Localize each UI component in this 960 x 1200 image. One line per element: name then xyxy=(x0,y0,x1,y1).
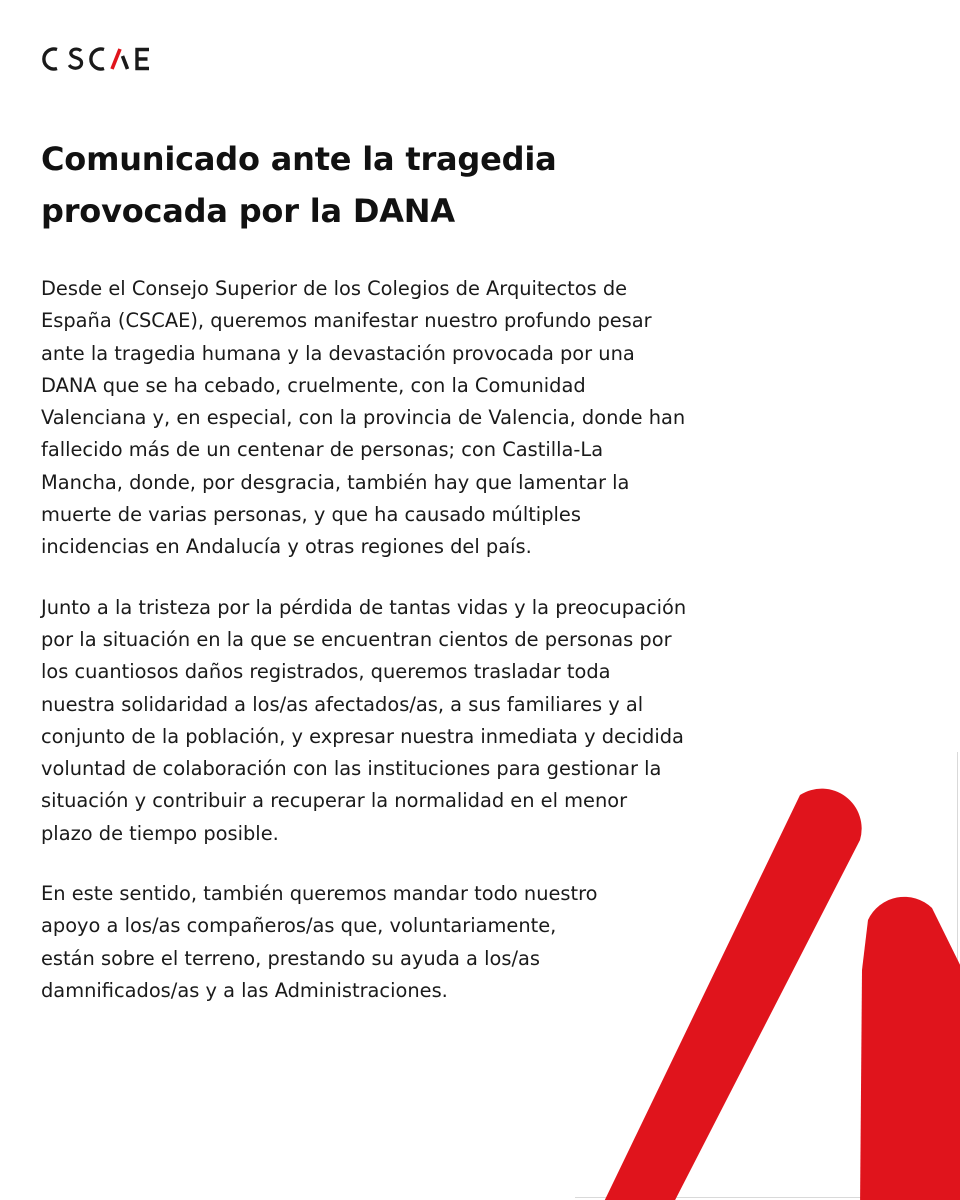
cscae-a-mark-icon xyxy=(560,740,960,1200)
text-line: apoyo a los/as compañeros/as que, voluntariamente, xyxy=(41,914,557,938)
text-line: ante la tragedia humana y la devastación provocada por una xyxy=(41,341,635,365)
text-line: voluntad de colaboración con las instituciones para gestionar la xyxy=(41,757,662,781)
text-line: situación y contribuir a recuperar la normalidad en el menor xyxy=(41,789,628,813)
text-line: fallecido más de un centenar de personas; con Castilla-La xyxy=(41,438,604,462)
text-line: por la situación en la que se encuentran cientos de personas por xyxy=(41,627,672,651)
text-line: damnificados/as y a las Administraciones. xyxy=(41,978,448,1002)
text-line: Mancha, donde, por desgracia, también hay que lamentar la xyxy=(41,470,630,494)
text-line: plazo de tiempo posible. xyxy=(41,821,279,845)
text-line: Desde el Consejo Superior de los Colegios de Arquitectos de xyxy=(41,277,628,300)
text-line: incidencias en Andalucía y otras regiones del país. xyxy=(41,535,532,559)
text-line: En este sentido, también queremos mandar todo nuestro xyxy=(41,882,598,906)
a-mark-left-stroke xyxy=(600,789,862,1200)
a-mark-right-stroke xyxy=(860,897,960,1200)
text-line: los cuantiosos daños registrados, queremos trasladar toda xyxy=(41,660,611,684)
cscae-logo-icon xyxy=(40,44,164,74)
text-line: están sobre el terreno, prestando su ayuda a los/as xyxy=(41,946,540,970)
text-line: Junto a la tristeza por la pérdida de tantas vidas y la preocupación xyxy=(41,595,687,619)
text-line: DANA que se ha cebado, cruelmente, con la Comunidad xyxy=(41,373,586,397)
title-line-2: provocada por la DANA xyxy=(41,192,455,230)
paragraph-1 xyxy=(41,273,769,564)
text-line: conjunto de la población, y expresar nuestra inmediata y decidida xyxy=(41,724,684,748)
text-line: nuestra solidaridad a los/as afectados/as, a sus familiares y al xyxy=(41,692,644,716)
text-line: Valenciana y, en especial, con la provincia de Valencia, donde han xyxy=(41,406,686,430)
page-title xyxy=(41,133,801,237)
text-line: muerte de varias personas, y que ha causado múltiples xyxy=(41,503,581,527)
text-line: España (CSCAE), queremos manifestar nuestro profundo pesar xyxy=(41,309,652,333)
title-line-1: Comunicado ante la tragedia xyxy=(41,140,557,178)
cscae-logo xyxy=(40,44,164,74)
